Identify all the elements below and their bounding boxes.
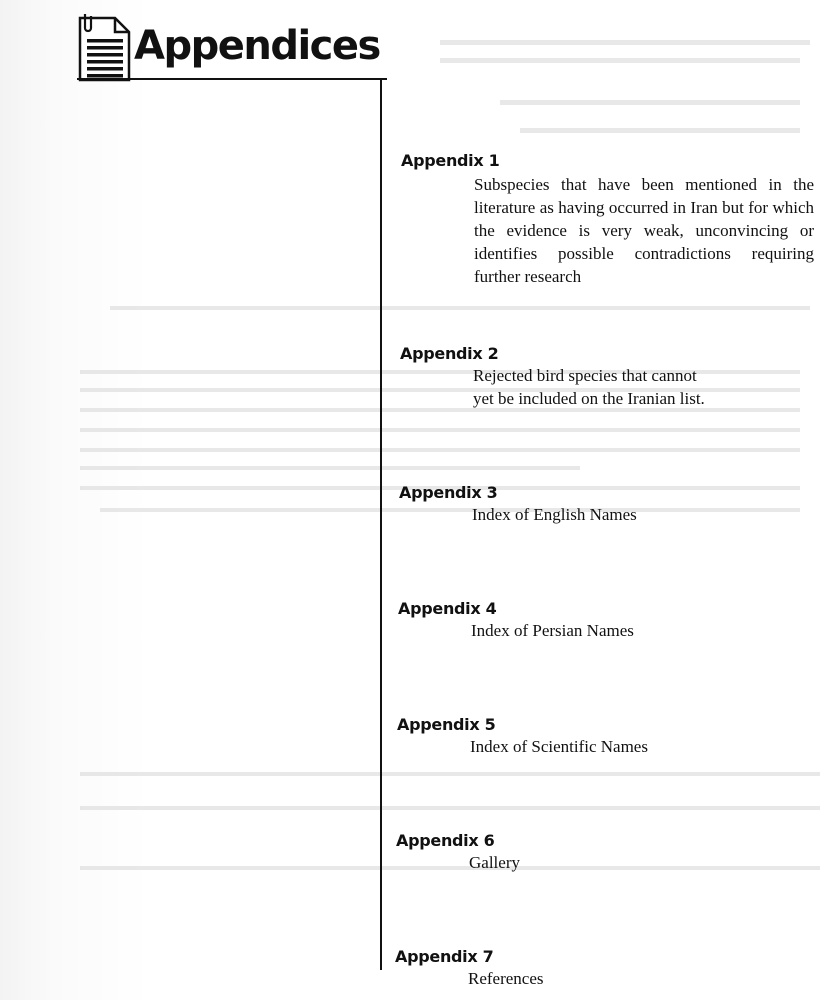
appendix-description-line: yet be included on the Iranian list.	[473, 389, 705, 408]
page-title: Appendices	[134, 23, 380, 69]
vertical-divider	[380, 80, 382, 970]
appendix-3	[399, 483, 637, 526]
appendix-4	[398, 599, 634, 642]
appendix-label: Appendix 2	[400, 344, 499, 363]
appendix-label: Appendix 3	[399, 483, 498, 502]
document-icon	[77, 12, 131, 82]
appendix-2	[400, 344, 705, 410]
appendix-label: Appendix 7	[395, 947, 494, 966]
appendix-description: Index of Persian Names	[471, 621, 634, 640]
appendix-5	[397, 715, 648, 758]
appendix-label: Appendix 1	[401, 151, 500, 170]
appendix-description	[473, 364, 705, 410]
appendix-1	[401, 151, 814, 288]
appendix-6	[396, 831, 520, 874]
appendix-7	[395, 947, 544, 990]
appendix-description: References	[468, 969, 544, 988]
appendix-description-line: Rejected bird species that cannot	[473, 366, 697, 385]
appendix-label: Appendix 4	[398, 599, 497, 618]
appendix-label: Appendix 5	[397, 715, 496, 734]
section-header	[77, 12, 387, 86]
appendix-label: Appendix 6	[396, 831, 495, 850]
header-rule	[77, 78, 387, 80]
appendix-description: Subspecies that have been mentioned in the literature as having occurred in Iran but for which the evidence is very weak, unconvincing or identifies possible contradictions requiring further research	[474, 175, 814, 286]
appendix-description: Index of Scientific Names	[470, 737, 648, 756]
appendix-description: Gallery	[469, 853, 520, 872]
appendix-description: Index of English Names	[472, 505, 637, 524]
